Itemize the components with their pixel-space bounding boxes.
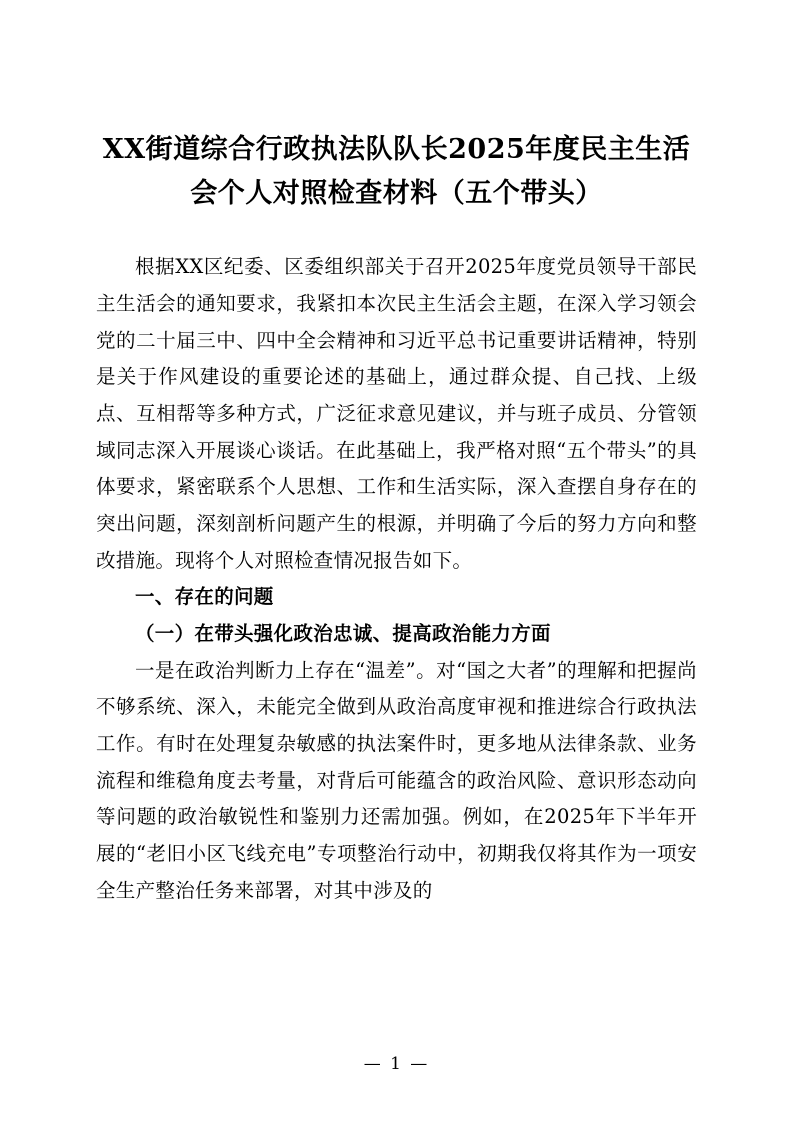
page-footer	[0, 1054, 793, 1074]
section-heading-problems: 一、存在的问题	[135, 585, 274, 609]
subsection-heading-political-loyalty: （一）在带头强化政治忠诚、提高政治能力方面	[135, 622, 551, 646]
page-number: — 1 —	[363, 1054, 430, 1074]
intro-paragraph: 根据XX区纪委、区委组织部关于召开2025年度党员领导干部民主生活会的通知要求，我紧扣本次民主生活会主题，在深入学习领会党的二十届三中、四中全会精神和习近平总书记重要讲话精神，特别是关于作风建设的重要论述的基础上，通过群众提、自己找、上级点、互相帮等多种方式，广泛征求意见建议，并与班子成员、分管领域同志深入开展谈心谈话。在此基础上，我严格对照“五个带头”的具体要求，紧密联系个人思想、工作和生活实际，深入查摆自身存在的突出问题，深刻剖析问题产生的根源，并明确了今后的努力方向和整改措施。现将个人对照检查情况报告如下。	[96, 255, 697, 572]
page-title: XX街道综合行政执法队队长2025年度民主生活会个人对照检查材料（五个带头）	[102, 134, 691, 209]
subsection-paragraph-1: 一是在政治判断力上存在“温差”。对“国之大者”的理解和把握尚不够系统、深入，未能完全做到从政治高度审视和推进综合行政执法工作。有时在处理复杂敏感的执法案件时，更多地从法律条款、业务流程和维稳角度去考量，对背后可能蕴含的政治风险、意识形态动向等问题的政治敏锐性和鉴别力还需加强。例如，在2025年下半年开展的“老旧小区飞线充电”专项整治行动中，初期我仅将其作为一项安全生产整治任务来部署，对其中涉及的	[96, 658, 697, 902]
